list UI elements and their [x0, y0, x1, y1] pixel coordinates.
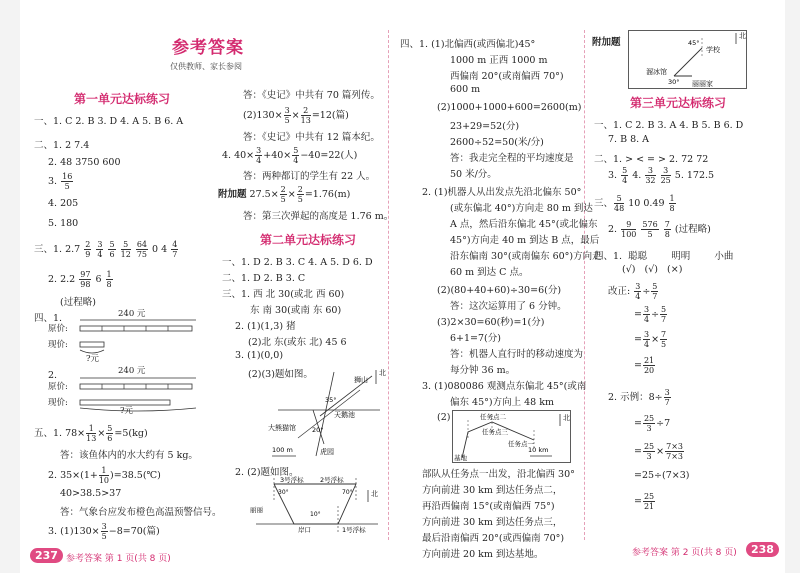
answer-line: 答：第三次弹起的高度是 1.76 m。	[243, 211, 394, 222]
scale-label: 10 km	[528, 446, 549, 454]
answer-line: 最后沿南偏西 20°(或西偏南 70°)	[422, 533, 565, 544]
answer-line: 答：我走完全程的平均速度是	[450, 153, 574, 164]
answer-line: 四、1. 聪聪 明明 小曲	[594, 251, 734, 262]
answer-line: 600 m	[450, 84, 481, 95]
place-label: 岸口	[298, 526, 311, 534]
angle-label: 45°	[688, 39, 700, 47]
diagram-label: 240 元	[118, 366, 146, 376]
buoy-label: 1号浮标	[342, 526, 366, 534]
answer-line: 一、1. C 2. B 3. A 4. B 5. B 6. D	[594, 120, 744, 131]
answer-line: 2. (1)(1,3) 猪	[235, 321, 296, 332]
point-label: 任务点二	[480, 413, 506, 421]
answer-line: (过程略)	[60, 297, 96, 308]
answer-line: 2. 2.2 $\frac{97}{98}$ 6 $\frac{1}{8}$	[48, 270, 112, 289]
answer-line: 50 米/分。	[450, 169, 497, 180]
answer-line: 2. $\frac{9}{100}$ $\frac{576}{5}$ $\frac{7}{8}$ (过程略)	[608, 220, 711, 239]
page-number-left: 237	[30, 548, 63, 563]
answer-line: 方向前进 30 km 到达任务点三，	[422, 517, 563, 528]
answer-line: 四、1. (1)北偏西(或西偏北)45°	[400, 39, 536, 50]
north-label: 北	[563, 414, 570, 422]
place-label: 溜冰馆	[646, 68, 667, 76]
answer-line: 45°)方向走 40 m 到达 B 点，最后	[450, 235, 600, 246]
answer-line: (2)(3)题如图。	[248, 369, 313, 380]
page-number-right: 238	[746, 542, 779, 557]
answer-line: (2)北 东(或东 北) 45 6	[248, 337, 347, 348]
answer-line: = $\frac{25}{3}$ × $\frac{7\times 3}{7\times 3}$	[634, 442, 684, 461]
place-label: 学校	[706, 46, 720, 54]
answer-line: = $\frac{21}{20}$	[634, 356, 655, 375]
answer-line: 40>38.5>37	[60, 488, 122, 499]
answer-line: 沿东偏南 30°(或南偏东 60°)方向走	[450, 251, 602, 262]
answer-line: 答：两种都订的学生有 22 人。	[243, 171, 376, 182]
answer-line: 2.	[48, 370, 58, 381]
angle-label: 70°	[342, 489, 353, 496]
answer-line: =25÷(7×3)	[634, 470, 690, 481]
answer-line: 2600÷52=50(米/分)	[450, 137, 544, 148]
answer-line: 东 南 30(或南 东 60)	[250, 305, 342, 316]
answer-line: 4. 40× $\frac{3}{4}$ +40× $\frac{5}{4}$ −40=22(人)	[222, 146, 358, 165]
place-label: 天鹅池	[334, 411, 355, 419]
diagram-label: 现价:	[48, 398, 68, 408]
answer-line: 答：这次运算用了 6 分钟。	[450, 301, 567, 312]
answer-line: 3. (1)130× $\frac{3}{5}$ −8=70(篇)	[48, 522, 160, 541]
answer-line: 4. 205	[48, 198, 79, 209]
answer-line: 二、1. 2 7.4	[34, 140, 90, 151]
right-page-edge	[785, 0, 800, 573]
answer-line: (2)(80+40+60)÷30=6(分)	[437, 285, 562, 296]
answer-line: 3. $\frac{16}{5}$	[48, 172, 73, 191]
answer-line: 二、1. D 2. B 3. C	[222, 273, 306, 284]
answer-line: 附加题 27.5× $\frac{2}{5}$ × $\frac{2}{5}$ =1.76(m)	[218, 185, 351, 204]
answer-line: 一、1. C 2. B 3. D 4. A 5. B 6. A	[34, 116, 184, 127]
answer-line: 3. $\frac{5}{4}$ 4. $\frac{3}{32}$ $\frac{3}{25}$ 5. 172.5	[608, 166, 715, 185]
answer-line: 2. 示例：8÷ $\frac{3}{7}$	[608, 388, 670, 407]
answer-line: (√) (√) (×)	[622, 264, 683, 275]
answer-line: 3. (1)(0,0)	[235, 350, 284, 361]
answer-line: 部队从任务点一出发，沿北偏西 30°	[422, 469, 575, 480]
task-route-figure	[452, 410, 572, 464]
point-label: 基地	[454, 454, 467, 462]
answer-line: 二、1. > < = > 2. 72 72	[594, 154, 709, 165]
place-label: 大熊猫馆	[268, 424, 296, 432]
answer-line: 三、1. 2.7 $\frac{2}{9}$ $\frac{3}{4}$ $\frac{5}{6}$ $\frac{5}{12}$ $\frac{64}{75}$ 0 4 $\frac{4}{7}$	[34, 240, 178, 259]
answer-line: 5. 180	[48, 218, 79, 229]
place-label: 狮山	[354, 376, 368, 384]
north-label: 北	[379, 369, 386, 377]
answer-line: 西偏南 20°(或南偏西 70°)	[450, 71, 564, 82]
answer-line: 三、1. 西 北 30(或北 西 60)	[222, 289, 345, 300]
north-label: 北	[371, 490, 378, 498]
diagram-label: 现价:	[48, 340, 68, 350]
answer-line: 60 m 到达 C 点。	[450, 267, 529, 278]
answer-line: 2. (2)题如图。	[235, 467, 299, 478]
answer-line: = $\frac{3}{4}$ × $\frac{7}{5}$	[634, 330, 667, 349]
answer-line: 再沿西偏南 15°(或南偏西 75°)	[422, 501, 555, 512]
answer-line: 五、1. 78× $\frac{1}{13}$ × $\frac{5}{6}$ =5(kg)	[34, 424, 148, 443]
column-divider	[388, 30, 389, 540]
place-label: 丽丽	[250, 506, 263, 514]
diagram-label: 240 元	[118, 309, 146, 319]
answer-line: 2. 48 3750 600	[48, 157, 121, 168]
answer-line: (3)2×30=60(秒)=1(分)	[437, 317, 545, 328]
bonus-label: 附加题	[592, 37, 621, 48]
answer-line: 偏东 45°)方向上 48 km	[450, 397, 554, 408]
answer-line: 7. B 8. A	[608, 134, 650, 145]
diagram-label: ?元	[120, 406, 134, 416]
diagram-label: ?元	[86, 354, 100, 364]
buoy-label: 3号浮标	[280, 476, 304, 484]
answer-line: = $\frac{25}{21}$	[634, 492, 655, 511]
left-page-edge	[0, 0, 20, 573]
diagram-label: 原价:	[48, 324, 68, 334]
point-label: 任务点三	[482, 428, 508, 436]
scale-label: 100 m	[272, 446, 293, 454]
diagram-label: 原价:	[48, 382, 68, 392]
angle-label: 20°	[312, 426, 324, 434]
answer-line: = $\frac{25}{3}$ ÷7	[634, 414, 671, 433]
answer-line: 四、1.	[34, 313, 63, 324]
answer-line: 改正: $\frac{3}{4}$ ÷ $\frac{5}{7}$	[608, 282, 658, 301]
angle-label: 30°	[278, 489, 289, 496]
section-title-unit1: 第一单元达标练习	[74, 92, 171, 106]
answer-line: A 点，然后沿东偏北 45°(或北偏东	[450, 219, 598, 230]
buoy-route-figure	[250, 476, 385, 534]
answer-line: (2)1000+1000+600=2600(m)	[437, 102, 582, 113]
answer-line: 答：气象台应发布橙色高温预警信号。	[60, 507, 222, 518]
zoo-direction-figure	[268, 368, 388, 460]
answer-line: 23+29=52(分)	[450, 121, 520, 132]
section-title-unit2: 第二单元达标练习	[260, 233, 357, 247]
answer-line: 3. (1)080086 观测点东偏北 45°(或南	[422, 381, 587, 392]
answer-line: 三、 $\frac{5}{48}$ 10 0.49 $\frac{1}{8}$	[594, 194, 675, 213]
angle-label: 35°	[325, 396, 337, 404]
answer-line: 方向前进 20 km 到达基地。	[422, 549, 544, 560]
answer-line: (2)	[437, 412, 451, 423]
buoy-label: 2号浮标	[320, 476, 344, 484]
footer-text-right: 参考答案 第 2 页(共 8 页)	[632, 548, 737, 558]
answer-line: 一、1. D 2. B 3. C 4. A 5. D 6. D	[222, 257, 373, 268]
place-label: 丽丽家	[692, 80, 713, 88]
page-title: 参考答案	[172, 38, 244, 58]
answer-line: (2)130× $\frac{3}{5}$ × $\frac{2}{13}$ =12(篇)	[243, 106, 349, 125]
section-title-unit3: 第三单元达标练习	[630, 96, 727, 110]
answer-line: 每分钟 36 m。	[450, 365, 516, 376]
answer-line: 方向前进 30 km 到达任务点二，	[422, 485, 563, 496]
answer-line: 答：《史记》中共有 12 篇本纪。	[243, 132, 380, 143]
column-divider	[584, 30, 585, 540]
north-label: 北	[739, 32, 746, 40]
answer-line: 答：机器人直行时的移动速度为	[450, 349, 584, 360]
place-label: 虎园	[320, 448, 334, 456]
school-direction-figure	[628, 30, 748, 90]
answer-line: = $\frac{3}{4}$ ÷ $\frac{5}{7}$	[634, 305, 667, 324]
answer-line: 2. 35×(1+ $\frac{1}{10}$ )=38.5(℃)	[48, 466, 161, 485]
answer-line: 2. (1)机器人从出发点先沿北偏东 50°	[422, 187, 582, 198]
angle-label: 10°	[310, 511, 321, 518]
answer-line: 答：该鱼体内的水大约有 5 kg。	[60, 450, 198, 461]
point-label: 任务点一	[508, 440, 534, 448]
answer-line: 6+1=7(分)	[450, 333, 501, 344]
answer-line: (或东偏北 40°)方向走 80 m 到达	[450, 203, 593, 214]
answer-line: 1000 m 正西 1000 m	[450, 55, 548, 66]
answer-line: 答：《史记》中共有 70 篇列传。	[243, 90, 380, 101]
angle-label: 30°	[668, 78, 680, 86]
page-subtitle: 仅供教师、家长参阅	[170, 62, 242, 71]
bar-diagram-2	[78, 374, 198, 414]
footer-text-left: 参考答案 第 1 页(共 8 页)	[66, 554, 171, 564]
